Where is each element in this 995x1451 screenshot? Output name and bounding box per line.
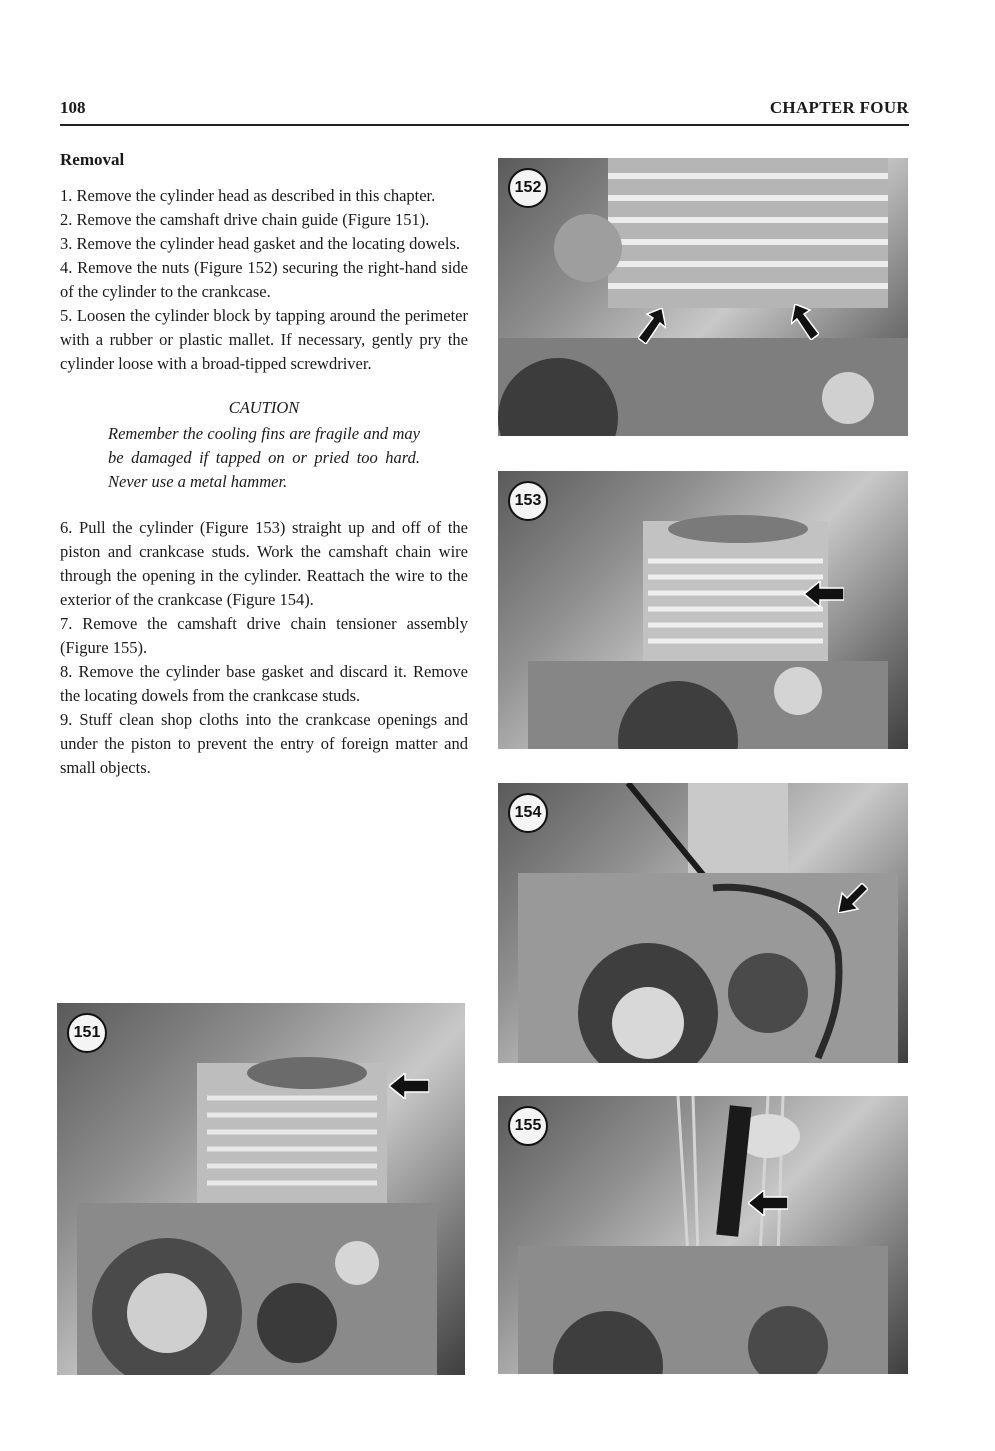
figure-151-number: 151 (67, 1013, 107, 1053)
caution-title: CAUTION (228, 398, 300, 417)
chapter-title: CHAPTER FOUR (769, 98, 909, 117)
engine-photo-152 (498, 158, 908, 436)
section-heading: Removal (60, 150, 125, 169)
step-4: 4. Remove the nuts (Figure 152) securing the right-hand side of the cylinder to the crankcase. (60, 258, 468, 301)
page-number: 108 (60, 98, 86, 117)
step-3: 3. Remove the cylinder head gasket and the locating dowels. (60, 234, 461, 253)
engine-photo-155 (498, 1096, 908, 1374)
figure-155-number: 155 (508, 1106, 548, 1146)
engine-photo-153 (498, 471, 908, 749)
figure-154-photo (498, 783, 908, 1063)
arrow-icon (838, 883, 868, 913)
arrow-icon (748, 1190, 788, 1216)
caution-text: Remember the cooling fins are fragile and may be damaged if tapped on or pried too hard. Never use a metal hammer. (108, 424, 420, 491)
arrow-icon (638, 308, 666, 344)
figure-152-number: 152 (508, 168, 548, 208)
figure-155-photo (498, 1096, 908, 1374)
step-5: 5. Loosen the cylinder block by tapping around the perimeter with a rubber or plastic mallet. If necessary, gently pry the cylinder loose with a broad-tipped screwdriver. (60, 306, 468, 373)
engine-photo-151 (57, 1003, 465, 1375)
step-1: 1. Remove the cylinder head as described in this chapter. (60, 186, 436, 205)
step-9: 9. Stuff clean shop cloths into the crankcase openings and under the piston to prevent the entry of foreign matter and small objects. (60, 710, 468, 777)
figure-152-photo (498, 158, 908, 436)
step-2: 2. Remove the camshaft drive chain guide (Figure 151). (60, 210, 430, 229)
text-column (60, 150, 468, 780)
arrow-icon (791, 304, 819, 340)
step-8: 8. Remove the cylinder base gasket and discard it. Remove the locating dowels from the crankcase studs. (60, 662, 468, 705)
figure-153-photo (498, 471, 908, 749)
figure-151-photo (57, 1003, 465, 1375)
engine-photo-154 (498, 783, 908, 1063)
page-header (60, 96, 909, 126)
step-6: 6. Pull the cylinder (Figure 153) straight up and off of the piston and crankcase studs. Work the camshaft chain wire through the opening in the cylinder. Reattach the wire to the exterior of the crankcase (Figure 154). (60, 518, 468, 609)
arrow-icon (389, 1073, 429, 1099)
arrow-icon (804, 581, 844, 607)
step-7: 7. Remove the camshaft drive chain tensioner assembly (Figure 155). (60, 614, 468, 657)
figure-153-number: 153 (508, 481, 548, 521)
figure-154-number: 154 (508, 793, 548, 833)
caution-box (108, 396, 420, 494)
